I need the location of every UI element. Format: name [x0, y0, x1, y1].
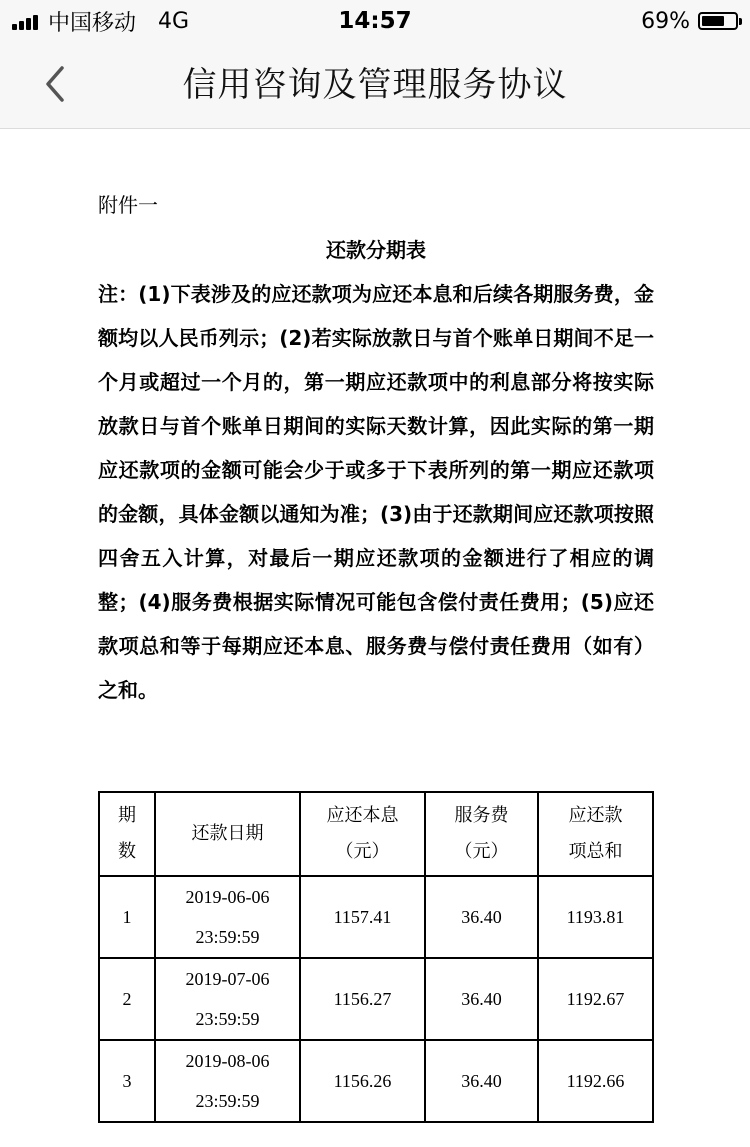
header-total: 应还款 项总和: [538, 792, 653, 876]
cell-date: 2019-07-06 23:59:59: [155, 958, 300, 1040]
repayment-schedule-table: [98, 791, 654, 1123]
cell-date: 2019-06-06 23:59:59: [155, 876, 300, 958]
header-service-fee: 服务费 （元）: [425, 792, 538, 876]
cell-total: 1192.66: [538, 1040, 653, 1122]
document-body: [98, 182, 654, 712]
battery-info: [641, 6, 738, 36]
back-button[interactable]: [30, 58, 82, 110]
cell-total: 1192.67: [538, 958, 653, 1040]
schedule-note: 注：(1)下表涉及的应还款项为应还本息和后续各期服务费，金额均以人民币列示；(2)若实际放款日与首个账单日期间不足一个月或超过一个月的，第一期应还款项中的利息部分将按实际放款日与首个账单日期间的实际天数计算，因此实际的第一期应还款项的金额可能会少于或多于下表所列的第一期应还款项的金额，具体金额以通知为准；(3)由于还款期间应还款项按照四舍五入计算，对最后一期应还款项的金额进行了相应的调整；(4)服务费根据实际情况可能包含偿付责任费用；(5)应还款项总和等于每期应还本息、服务费与偿付责任费用（如有）之和。: [98, 282, 654, 702]
schedule-title: 还款分期表: [326, 238, 426, 262]
cell-service-fee: 36.40: [425, 876, 538, 958]
table-header-row: [99, 792, 653, 876]
battery-percent: 69%: [641, 8, 690, 34]
clock: 14:57: [338, 8, 412, 34]
cell-total: 1193.81: [538, 876, 653, 958]
cell-period: 1: [99, 876, 155, 958]
table-row: [99, 876, 653, 958]
table-row: [99, 1040, 653, 1122]
status-bar: [0, 0, 750, 42]
table-row: [99, 958, 653, 1040]
cell-principal-interest: 1157.41: [300, 876, 425, 958]
network-type: 4G: [158, 8, 190, 34]
header-period: 期 数: [99, 792, 155, 876]
cell-principal-interest: 1156.26: [300, 1040, 425, 1122]
cell-service-fee: 36.40: [425, 958, 538, 1040]
attachment-label: 附件一: [98, 193, 158, 217]
cell-period: 3: [99, 1040, 155, 1122]
battery-cap: [739, 18, 742, 25]
header-repayment-date: 还款日期: [155, 792, 300, 876]
carrier-name: 中国移动: [48, 10, 137, 36]
cell-period: 2: [99, 958, 155, 1040]
navigation-bar: [0, 42, 750, 129]
chevron-left-icon: [30, 58, 82, 110]
battery-icon: [698, 12, 738, 30]
battery-level: [702, 16, 724, 26]
cell-principal-interest: 1156.27: [300, 958, 425, 1040]
cell-service-fee: 36.40: [425, 1040, 538, 1122]
header-principal-interest: 应还本息 （元）: [300, 792, 425, 876]
cell-date: 2019-08-06 23:59:59: [155, 1040, 300, 1122]
page-title: 信用咨询及管理服务协议: [182, 65, 568, 105]
